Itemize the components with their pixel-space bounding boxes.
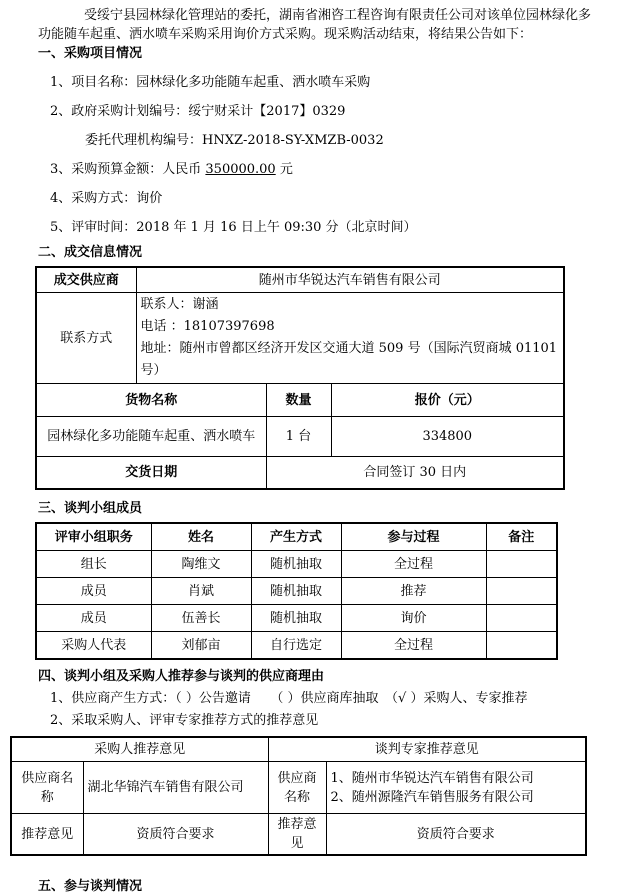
table-row — [36, 293, 564, 384]
member-remark — [486, 551, 557, 578]
section5-heading: 五、参与谈判情况 — [38, 879, 143, 894]
budget-item — [50, 160, 611, 179]
member-remark — [486, 605, 557, 632]
contact-address: 地址：随州市曾都区经济开发区交通大道 509 号（国际汽贸商城 01101 号） — [140, 341, 558, 378]
intro-paragraph: 受绥宁县园林绿化管理站的委托，湖南省湘咨工程咨询有限责任公司对该单位园林绿化多功能随车起重、洒水喷车采购采用询价方式采购。现采购活动结束，将结果公告如下： — [38, 8, 592, 42]
awarded-supplier-label: 成交供应商 — [36, 267, 136, 293]
plan-number-item: 2、政府采购计划编号：绥宁财采计【2017】0329 — [50, 104, 346, 119]
member-role: 成员 — [36, 605, 151, 632]
table-row — [11, 814, 586, 856]
goods-qty-header: 数量 — [266, 384, 331, 417]
table-row — [36, 605, 557, 632]
member-selection: 随机抽取 — [251, 578, 341, 605]
member-role: 组长 — [36, 551, 151, 578]
expert-supplier-2: 2、随州源隆汽车销售服务有限公司 — [330, 789, 534, 805]
member-name: 伍善长 — [151, 605, 251, 632]
delivery-date-value: 合同签订 30 日内 — [266, 457, 564, 490]
col-header-name: 姓名 — [151, 523, 251, 551]
expert-opinion-value: 资质符合要求 — [326, 814, 586, 856]
award-info-table — [35, 266, 565, 490]
recommendation-item: 2、采取采购人、评审专家推荐方式的推荐意见 — [50, 713, 319, 728]
table-row — [36, 632, 557, 660]
table-row — [36, 267, 564, 293]
contact-person: 联系人：谢涵 — [140, 297, 219, 312]
table-row — [36, 417, 564, 457]
col-header-role: 评审小组职务 — [36, 523, 151, 551]
purchaser-supplier-value: 湖北华锦汽车销售有限公司 — [83, 762, 268, 814]
col-header-participation: 参与过程 — [341, 523, 486, 551]
member-selection: 随机抽取 — [251, 605, 341, 632]
budget-suffix: 元 — [275, 162, 293, 177]
contact-phone: 电话 ：18107397698 — [140, 319, 275, 334]
budget-amount: 350000.00 — [205, 162, 276, 177]
table-row — [36, 384, 564, 417]
member-remark — [486, 578, 557, 605]
member-role: 采购人代表 — [36, 632, 151, 660]
col-header-remark: 备注 — [486, 523, 557, 551]
section3-heading: 三、谈判小组成员 — [38, 501, 143, 516]
expert-supplier-1: 1、随州市华锐达汽车销售有限公司 — [330, 770, 534, 786]
expert-supplier-label: 供应商名称 — [268, 762, 326, 814]
review-time-item: 5、评审时间：2018 年 1 月 16 日上午 09:30 分（北京时间） — [50, 220, 417, 235]
goods-name-header: 货物名称 — [36, 384, 266, 417]
goods-qty-value: 1 台 — [266, 417, 331, 457]
supplier-source-item: 1、供应商产生方式：（ ）公告邀请 （ ）供应商库抽取 （√ ）采购人、专家推荐 — [50, 691, 528, 706]
member-role: 成员 — [36, 578, 151, 605]
member-remark — [486, 632, 557, 660]
member-participation: 推荐 — [341, 578, 486, 605]
purchaser-opinion-label: 推荐意见 — [11, 814, 83, 856]
section1-heading: 一、采购项目情况 — [38, 46, 143, 61]
table-row — [36, 457, 564, 490]
table-row — [36, 551, 557, 578]
awarded-supplier-value: 随州市华锐达汽车销售有限公司 — [136, 267, 564, 293]
goods-price-value: 334800 — [331, 417, 564, 457]
section2-heading: 二、成交信息情况 — [38, 245, 143, 260]
member-selection: 自行选定 — [251, 632, 341, 660]
member-participation: 全过程 — [341, 551, 486, 578]
member-name: 肖斌 — [151, 578, 251, 605]
member-participation: 询价 — [341, 605, 486, 632]
purchaser-opinion-value: 资质符合要求 — [83, 814, 268, 856]
panel-members-table — [35, 522, 558, 660]
member-name: 刘郁亩 — [151, 632, 251, 660]
expert-recommendation-header: 谈判专家推荐意见 — [268, 737, 586, 762]
budget-prefix: 3、采购预算金额：人民币 — [50, 162, 206, 177]
expert-opinion-label: 推荐意见 — [268, 814, 326, 856]
table-header-row — [36, 523, 557, 551]
expert-supplier-values — [326, 762, 586, 814]
table-header-row — [11, 737, 586, 762]
col-header-selection: 产生方式 — [251, 523, 341, 551]
recommendation-table — [10, 736, 587, 856]
section4-heading: 四、谈判小组及采购人推荐参与谈判的供应商理由 — [38, 669, 325, 684]
goods-price-header: 报价（元） — [331, 384, 564, 417]
member-selection: 随机抽取 — [251, 551, 341, 578]
project-name-item: 1、项目名称：园林绿化多功能随车起重、洒水喷车采购 — [50, 75, 371, 90]
table-row — [36, 578, 557, 605]
purchaser-supplier-label: 供应商名称 — [11, 762, 83, 814]
contact-details-cell — [136, 293, 564, 384]
method-item: 4、采购方式：询价 — [50, 191, 163, 206]
purchaser-recommendation-header: 采购人推荐意见 — [11, 737, 268, 762]
member-name: 陶维文 — [151, 551, 251, 578]
agency-number-item: 委托代理机构编号：HNXZ-2018-SY-XMZB-0032 — [85, 133, 384, 148]
table-row — [11, 762, 586, 814]
contact-label: 联系方式 — [36, 293, 136, 384]
member-participation: 全过程 — [341, 632, 486, 660]
goods-name-value: 园林绿化多功能随车起重、洒水喷车 — [36, 417, 266, 457]
delivery-date-label: 交货日期 — [36, 457, 266, 490]
